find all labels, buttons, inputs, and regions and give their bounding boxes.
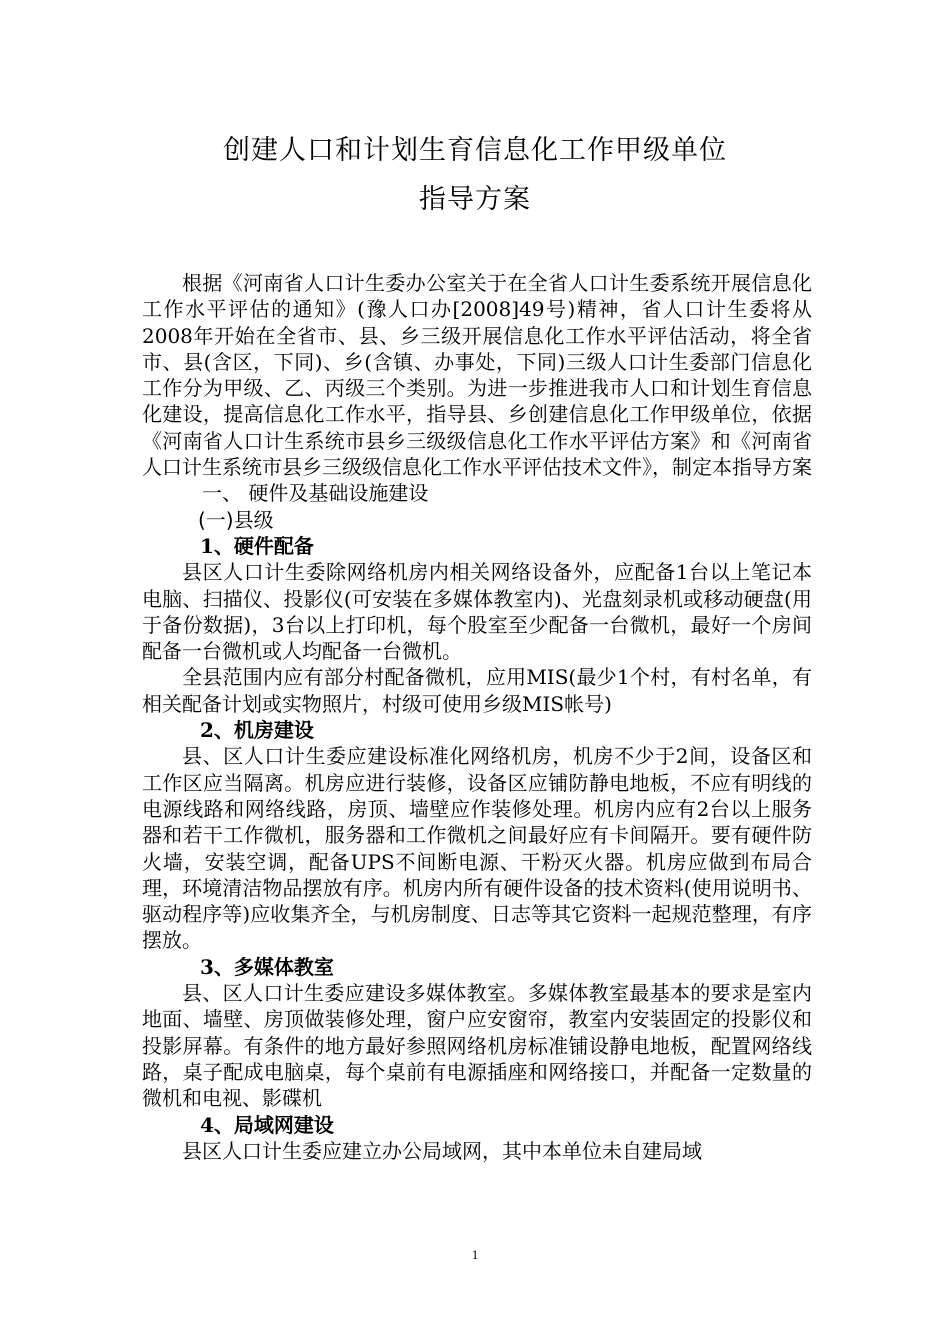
subsection-heading-county: (一)县级 — [198, 507, 274, 532]
document-title-line1: 创建人口和计划生育信息化工作甲级单位 — [223, 135, 727, 166]
paragraph-lan: 县区人口计生委应建立办公局域网，其中本单位未自建局域 — [182, 1138, 702, 1163]
document-title-line2: 指导方案 — [419, 184, 531, 215]
item-heading-server-room: 2、机房建设 — [200, 718, 314, 743]
page-number: 1 — [471, 1247, 479, 1262]
item-heading-lan: 4、局域网建设 — [200, 1112, 334, 1137]
document-body — [142, 270, 812, 1164]
item-heading-multimedia-room: 3、多媒体教室 — [200, 954, 334, 979]
intro-paragraph: 根据《河南省人口计生委办公室关于在全省人口计生委系统开展信息化工作水平评估的通知》(豫人口办[2008]49号)精神，省人口计生委将从2008年开始在全省市、县、乡三级开展信息化工作水平评估活动，将全省市、县(含区，下同)、乡(含镇、办事处，下同)三级人口计生委部门信息化工作分为甲级、乙、丙级三个类别。为进一步推进我市人口和计划生育信息化建设，提高信息化工作水平，指导县、乡创建信息化工作甲级单位，依据《河南省人口计生系统市县乡三级级信息化工作水平评估方案》和《河南省人口计生系统市县乡三级级信息化工作水平评估技术文件》，制定本指导方案 — [142, 271, 812, 480]
item-heading-hardware: 1、硬件配备 — [200, 533, 314, 558]
section-heading-hardware: 一、 硬件及基础设施建设 — [202, 481, 429, 506]
paragraph-hardware-1: 县区人口计生委除网络机房内相关网络设备外，应配备1台以上笔记本电脑、扫描仪、投影仪(可安装在多媒体教室内)、光盘刻录机或移动硬盘(用于备份数据)，3台以上打印机，每个股室至少配备一台微机，最好一个房间配备一台微机或人均配备一台微机。 — [142, 560, 812, 664]
paragraph-multimedia-room: 县、区人口计生委应建设多媒体教室。多媒体教室最基本的要求是室内地面、墙壁、房顶做装修处理，窗户应安窗帘，教室内安装固定的投影仪和投影屏幕。有条件的地方最好参照网络机房标准铺设静电地板，配置网络线路，桌子配成电脑桌，每个桌前有电源插座和网络接口，并配备一定数量的微机和电视、影碟机 — [142, 981, 812, 1111]
paragraph-server-room: 县、区人口计生委应建设标准化网络机房，机房不少于2间，设备区和工作区应当隔离。机房应进行装修，设备区应铺防静电地板，不应有明线的电源线路和网络线路，房顶、墙壁应作装修处理。机房内应有2台以上服务器和若干工作微机，服务器和工作微机之间最好应有卡间隔开。要有硬件防火墙，安装空调，配备UPS不间断电源、干粉灭火器。机房应做到布局合理，环境清洁物品摆放有序。机房内所有硬件设备的技术资料(使用说明书、驱动程序等)应收集齐全，与机房制度、日志等其它资料一起规范整理，有序摆放。 — [142, 744, 812, 953]
paragraph-hardware-2: 全县范围内应有部分村配备微机，应用MIS(最少1个村，有村名单，有相关配备计划或实物照片，村级可使用乡级MIS帐号) — [142, 665, 812, 716]
